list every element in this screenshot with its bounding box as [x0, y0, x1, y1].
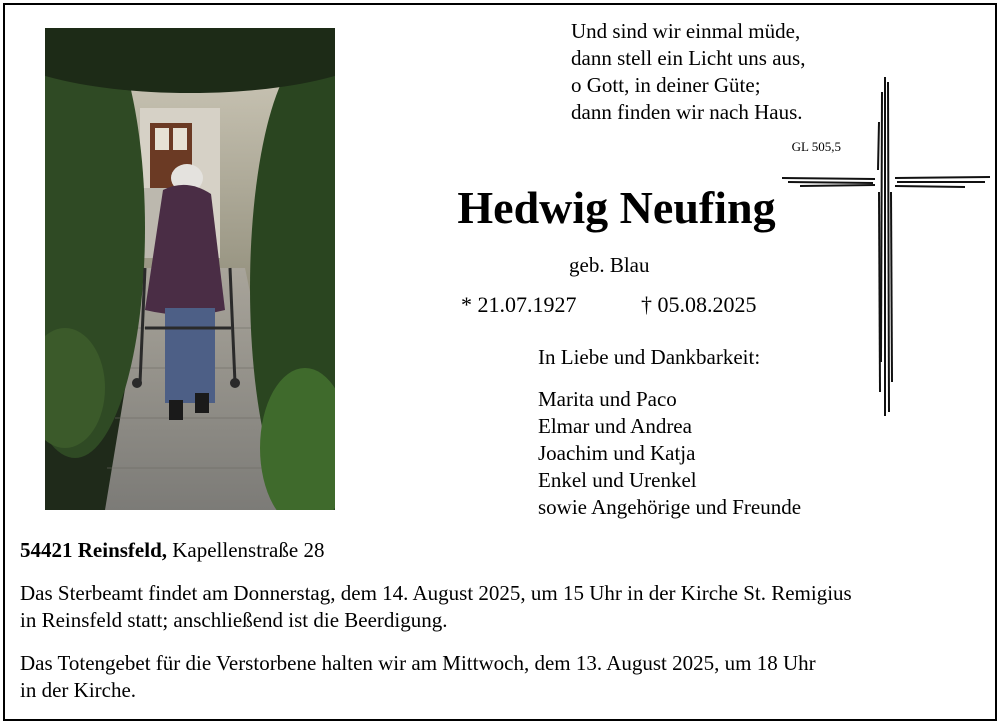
mourners-intro: In Liebe und Dankbarkeit: — [538, 345, 761, 369]
deceased-name: Hedwig Neufing — [457, 182, 776, 233]
memorial-photo — [45, 28, 335, 510]
poem-line: Und sind wir einmal müde, — [571, 19, 801, 43]
funeral-line: in Reinsfeld statt; anschließend ist die Beerdigung. — [20, 608, 448, 632]
address-street: Kapellenstraße 28 — [172, 538, 325, 562]
funeral-notice — [20, 580, 990, 634]
mourner-entry: sowie Angehörige und Freunde — [538, 495, 802, 519]
poem-line: o Gott, in deiner Güte; — [571, 73, 761, 97]
prayer-line: in der Kirche. — [20, 678, 137, 702]
birth-date: * 21.07.1927 — [461, 292, 577, 317]
funeral-line: Das Sterbeamt findet am Donnerstag, dem 14. August 2025, um 15 Uhr in der Kirche St. Remigius — [20, 581, 852, 605]
poem-source: GL 505,5 — [791, 139, 841, 154]
death-date: † 05.08.2025 — [641, 292, 757, 317]
mourner-entry: Elmar und Andrea — [538, 414, 692, 438]
mourner-entry: Joachim und Katja — [538, 441, 696, 465]
address — [20, 538, 324, 563]
address-city: 54421 Reinsfeld, — [20, 538, 167, 562]
mourner-entry: Enkel und Urenkel — [538, 468, 697, 492]
poem-line: dann stell ein Licht uns aus, — [571, 46, 806, 70]
mourner-entry: Marita und Paco — [538, 387, 677, 411]
prayer-line: Das Totengebet für die Verstorbene halten wir am Mittwoch, dem 13. August 2025, um 18 Uhr — [20, 651, 816, 675]
cross-icon — [780, 72, 992, 416]
maiden-name: geb. Blau — [569, 253, 650, 277]
prayer-notice — [20, 650, 990, 704]
poem-line: dann finden wir nach Haus. — [571, 100, 803, 124]
mourners-list — [538, 386, 801, 521]
